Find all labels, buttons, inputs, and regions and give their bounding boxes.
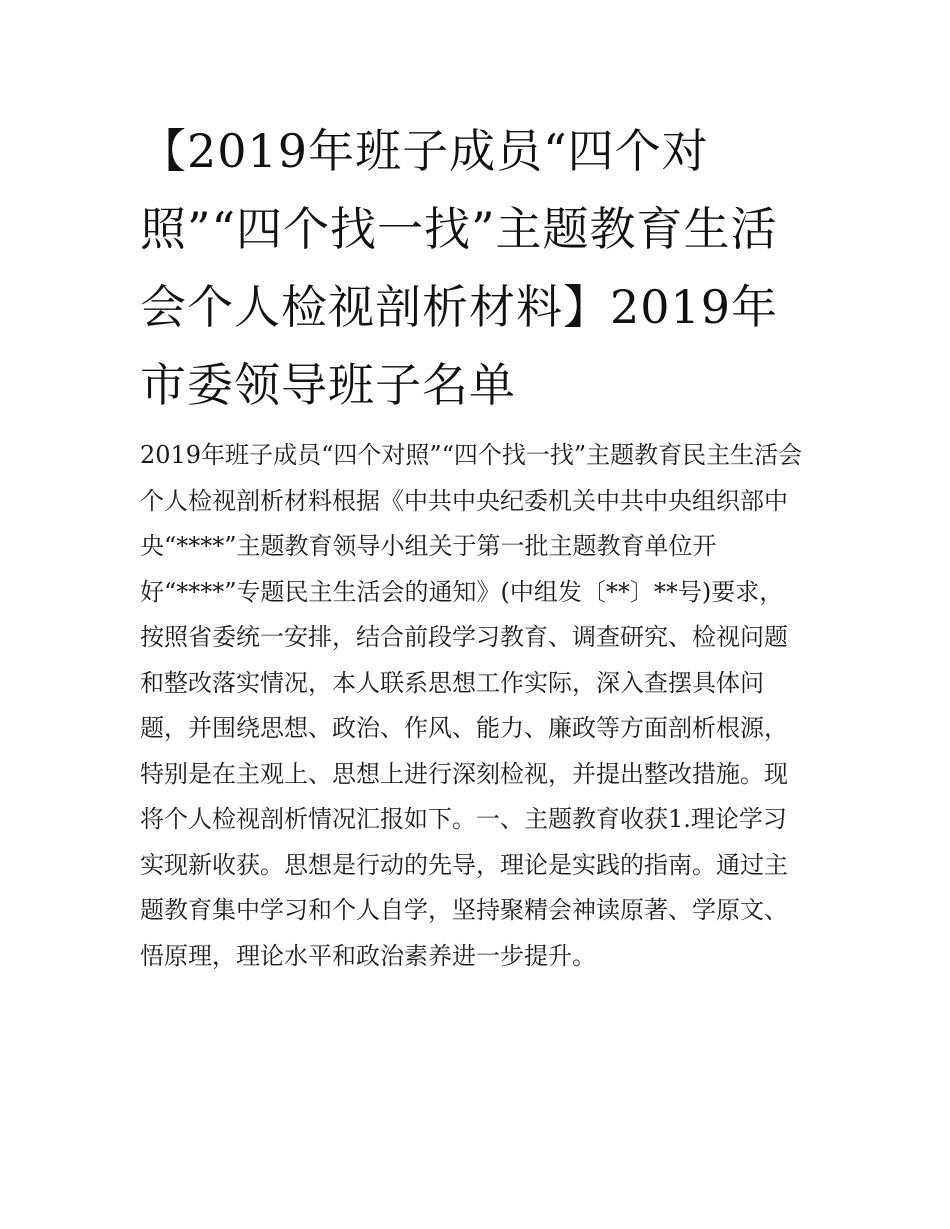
- title-line: 市委领导班子名单: [140, 358, 516, 412]
- body-line: 按照省委统一安排，结合前段学习教育、调查研究、检视问题: [140, 623, 788, 651]
- body-line: 题教育集中学习和个人自学，坚持聚精会神读原著、学原文、: [140, 896, 788, 924]
- body-line: 央“****”主题教育领导小组关于第一批主题教育单位开: [140, 532, 717, 560]
- body-line: 和整改落实情况，本人联系思想工作实际，深入查摆具体问: [140, 668, 764, 697]
- title-line: 【2019年班子成员“四个对: [140, 124, 709, 178]
- body-line: 实现新收获。思想是行动的先导，理论是实践的指南。通过主: [140, 850, 788, 879]
- title-line: 会个人检视剖析材料】2019年: [140, 280, 779, 334]
- body-line: 2019年班子成员“四个对照”“四个找一找”主题教育民主生活会: [140, 441, 803, 469]
- body-line: 题，并围绕思想、政治、作风、能力、廉政等方面剖析根源，: [140, 714, 788, 742]
- body-line: 个人检视剖析材料根据《中共中央纪委机关中共中央组织部中: [140, 486, 788, 515]
- document-body: [140, 433, 820, 979]
- body-line: 特别是在主观上、思想上进行深刻检视，并提出整改措施。现: [140, 759, 788, 788]
- title-line: 照”“四个找一找”主题教育生活: [140, 202, 778, 256]
- body-line: 好“****”专题民主生活会的通知》(中组发〔**〕**号)要求，: [140, 577, 784, 606]
- body-line: 悟原理，理论水平和政治素养进一步提升。: [140, 941, 596, 970]
- body-line: 将个人检视剖析情况汇报如下。一、主题教育收获1.理论学习: [140, 805, 787, 833]
- document-title: [140, 112, 830, 424]
